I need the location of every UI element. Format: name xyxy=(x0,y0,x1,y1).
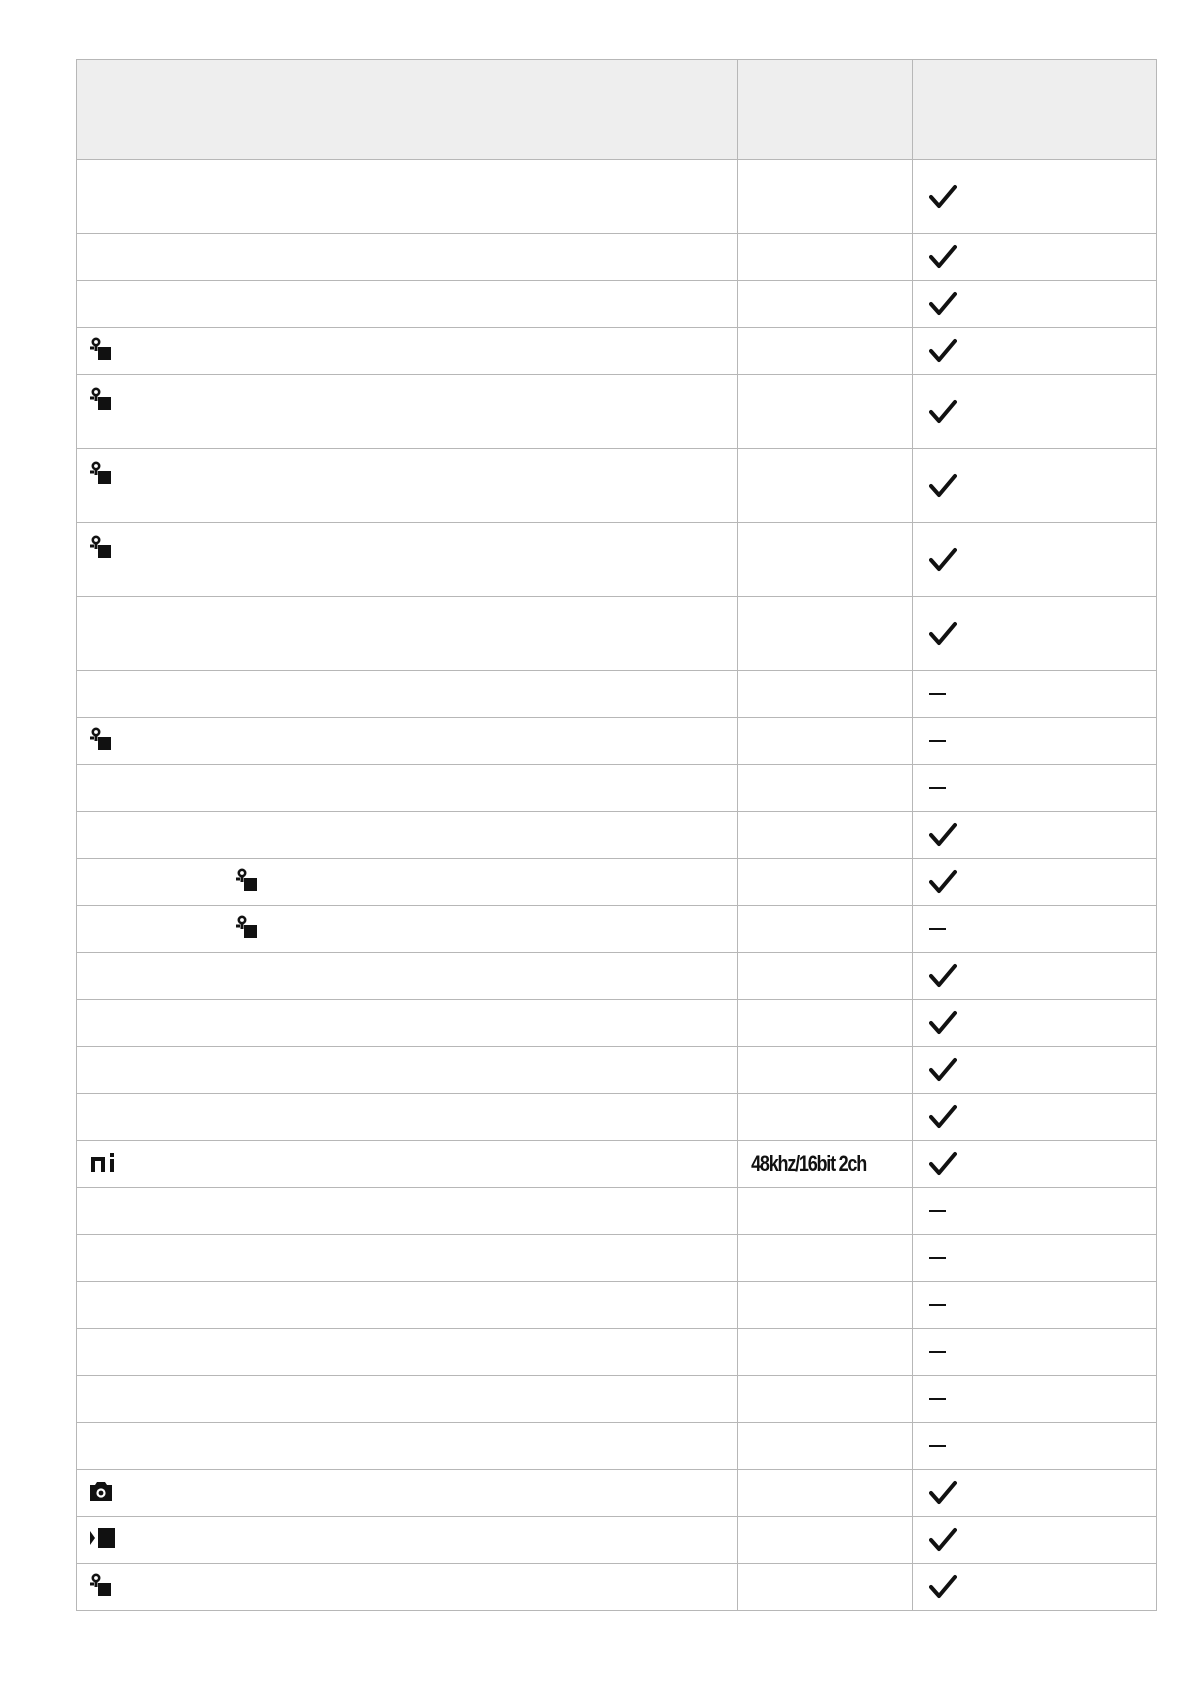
value-cell xyxy=(738,1000,913,1047)
checkmark-icon xyxy=(929,1480,1156,1506)
table-row xyxy=(77,1329,1157,1376)
custom-key-icon xyxy=(89,1573,113,1602)
item-cell xyxy=(77,1564,738,1611)
status-cell xyxy=(913,1282,1157,1329)
table-row xyxy=(77,1423,1157,1470)
checkmark-icon xyxy=(929,291,1156,317)
table-row xyxy=(77,1141,1157,1188)
dash-icon xyxy=(929,1304,946,1306)
table-row xyxy=(77,671,1157,718)
table-row xyxy=(77,234,1157,281)
value-cell xyxy=(738,281,913,328)
table-row xyxy=(77,1047,1157,1094)
item-cell xyxy=(77,1423,738,1470)
value-cell xyxy=(738,765,913,812)
status-cell xyxy=(913,1564,1157,1611)
item-cell xyxy=(77,1329,738,1376)
custom-key-icon xyxy=(89,727,113,756)
table-header-row xyxy=(77,60,1157,160)
item-cell xyxy=(77,765,738,812)
table-row xyxy=(77,906,1157,953)
item-cell xyxy=(77,859,738,906)
value-cell xyxy=(738,375,913,449)
table-row xyxy=(77,1094,1157,1141)
table-row xyxy=(77,1564,1157,1611)
dash-icon xyxy=(929,693,946,695)
status-cell xyxy=(913,812,1157,859)
settings-table xyxy=(76,59,1157,1611)
status-cell xyxy=(913,906,1157,953)
status-cell xyxy=(913,1517,1157,1564)
checkmark-icon xyxy=(929,963,1156,989)
item-cell xyxy=(77,718,738,765)
status-cell xyxy=(913,1329,1157,1376)
status-cell xyxy=(913,859,1157,906)
dash-icon xyxy=(929,1398,946,1400)
value-cell xyxy=(738,1188,913,1235)
item-cell xyxy=(77,1517,738,1564)
value-cell xyxy=(738,597,913,671)
dash-icon xyxy=(929,1210,946,1212)
value-cell xyxy=(738,1047,913,1094)
table-row xyxy=(77,1235,1157,1282)
custom-key-icon xyxy=(89,461,113,490)
custom-key-icon xyxy=(89,535,113,564)
item-cell xyxy=(77,160,738,234)
value-cell xyxy=(738,1329,913,1376)
item-cell xyxy=(77,1282,738,1329)
playback-icon xyxy=(89,1527,117,1554)
item-cell xyxy=(77,234,738,281)
checkmark-icon xyxy=(929,547,1156,573)
table-row xyxy=(77,281,1157,328)
checkmark-icon xyxy=(929,338,1156,364)
custom-key-icon xyxy=(235,868,259,897)
table-body xyxy=(77,160,1157,1611)
table-row xyxy=(77,953,1157,1000)
status-cell xyxy=(913,1047,1157,1094)
checkmark-icon xyxy=(929,1151,1156,1177)
table-row xyxy=(77,375,1157,449)
item-cell xyxy=(77,449,738,523)
value-cell xyxy=(738,523,913,597)
camera-icon xyxy=(89,1480,113,1507)
value-cell xyxy=(738,1141,913,1188)
status-cell xyxy=(913,953,1157,1000)
item-cell xyxy=(77,1235,738,1282)
value-cell xyxy=(738,328,913,375)
status-cell xyxy=(913,765,1157,812)
table-row xyxy=(77,1376,1157,1423)
table-row xyxy=(77,1517,1157,1564)
checkmark-icon xyxy=(929,473,1156,499)
custom-key-icon xyxy=(235,915,259,944)
value-cell xyxy=(738,671,913,718)
table-row xyxy=(77,765,1157,812)
status-cell xyxy=(913,234,1157,281)
table-row xyxy=(77,1282,1157,1329)
item-cell xyxy=(77,1047,738,1094)
value-cell xyxy=(738,1517,913,1564)
table-row xyxy=(77,523,1157,597)
dash-icon xyxy=(929,740,946,742)
status-cell xyxy=(913,523,1157,597)
table-row xyxy=(77,1188,1157,1235)
status-cell xyxy=(913,1235,1157,1282)
checkmark-icon xyxy=(929,1010,1156,1036)
item-cell xyxy=(77,1141,738,1188)
item-cell xyxy=(77,671,738,718)
value-cell xyxy=(738,718,913,765)
checkmark-icon xyxy=(929,399,1156,425)
status-cell xyxy=(913,328,1157,375)
status-cell xyxy=(913,718,1157,765)
status-cell xyxy=(913,1376,1157,1423)
table-row xyxy=(77,1470,1157,1517)
status-cell xyxy=(913,375,1157,449)
table-row xyxy=(77,449,1157,523)
checkmark-icon xyxy=(929,1104,1156,1130)
table-row xyxy=(77,859,1157,906)
value-cell xyxy=(738,1094,913,1141)
value-cell xyxy=(738,234,913,281)
dash-icon xyxy=(929,1351,946,1353)
value-cell xyxy=(738,449,913,523)
checkmark-icon xyxy=(929,1574,1156,1600)
checkmark-icon xyxy=(929,184,1156,210)
status-cell xyxy=(913,281,1157,328)
dash-icon xyxy=(929,787,946,789)
value-cell xyxy=(738,160,913,234)
value-cell xyxy=(738,1564,913,1611)
value-cell xyxy=(738,859,913,906)
table-row xyxy=(77,718,1157,765)
header-cell-item xyxy=(77,60,738,160)
table-row xyxy=(77,597,1157,671)
header-cell-status xyxy=(913,60,1157,160)
status-cell xyxy=(913,1094,1157,1141)
value-text: 48khz/16bit 2ch xyxy=(751,1151,867,1176)
checkmark-icon xyxy=(929,621,1156,647)
status-cell xyxy=(913,160,1157,234)
item-cell xyxy=(77,812,738,859)
status-cell xyxy=(913,1470,1157,1517)
table-row xyxy=(77,160,1157,234)
checkmark-icon xyxy=(929,822,1156,848)
table-row xyxy=(77,812,1157,859)
item-cell xyxy=(77,523,738,597)
checkmark-icon xyxy=(929,869,1156,895)
checkmark-icon xyxy=(929,1527,1156,1553)
value-cell xyxy=(738,1235,913,1282)
item-cell xyxy=(77,1376,738,1423)
item-cell xyxy=(77,281,738,328)
status-cell xyxy=(913,1141,1157,1188)
custom-key-icon xyxy=(89,387,113,416)
custom-key-icon xyxy=(89,337,113,366)
value-cell xyxy=(738,1376,913,1423)
checkmark-icon xyxy=(929,244,1156,270)
dash-icon xyxy=(929,928,946,930)
item-cell xyxy=(77,597,738,671)
item-cell xyxy=(77,328,738,375)
table-row xyxy=(77,328,1157,375)
status-cell xyxy=(913,1188,1157,1235)
item-cell xyxy=(77,1188,738,1235)
value-cell xyxy=(738,1423,913,1470)
value-cell xyxy=(738,812,913,859)
item-cell xyxy=(77,953,738,1000)
status-cell xyxy=(913,671,1157,718)
dash-icon xyxy=(929,1257,946,1259)
value-cell xyxy=(738,953,913,1000)
item-cell xyxy=(77,375,738,449)
value-cell xyxy=(738,906,913,953)
value-cell xyxy=(738,1470,913,1517)
checkmark-icon xyxy=(929,1057,1156,1083)
item-cell xyxy=(77,906,738,953)
value-cell xyxy=(738,1282,913,1329)
item-cell xyxy=(77,1094,738,1141)
item-cell xyxy=(77,1000,738,1047)
status-cell xyxy=(913,1423,1157,1470)
audio-icon xyxy=(89,1150,119,1179)
dash-icon xyxy=(929,1445,946,1447)
header-cell-value xyxy=(738,60,913,160)
status-cell xyxy=(913,449,1157,523)
table-row xyxy=(77,1000,1157,1047)
status-cell xyxy=(913,1000,1157,1047)
item-cell xyxy=(77,1470,738,1517)
status-cell xyxy=(913,597,1157,671)
